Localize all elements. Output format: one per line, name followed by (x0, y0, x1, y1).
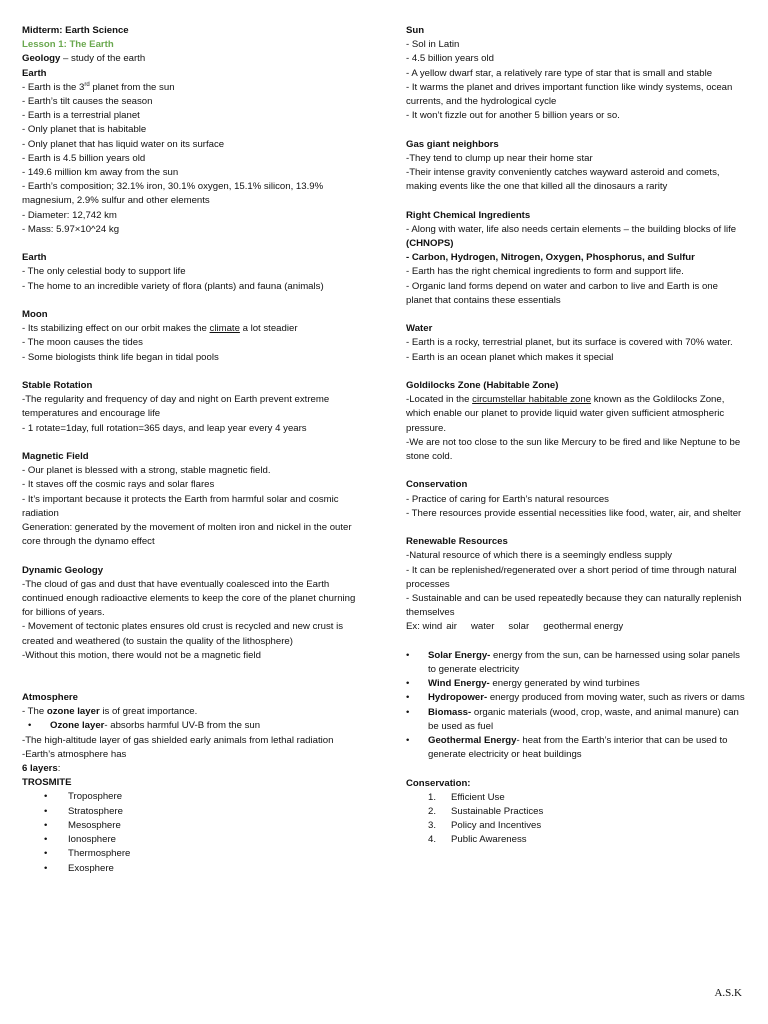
earth2-item: - The home to an incredible variety of flora (plants) and fauna (animals) (22, 280, 324, 292)
earth-item: - Earth is 4.5 billion years old (22, 152, 146, 164)
earth-item: - Only planet that has liquid water on its surface (22, 138, 225, 150)
section-heading-atmosphere: Atmosphere (22, 692, 78, 704)
conservation-numbered-item: 3. Policy and Incentives (428, 820, 542, 832)
section-heading-earth-2: Earth (22, 252, 47, 264)
atmosphere-item: -The high-altitude layer of gas shielded early animals from lethal radiation (22, 734, 334, 746)
section-heading-chemical: Right Chemical Ingredients (406, 209, 531, 221)
geology-definition: Geology – study of the earth (22, 53, 146, 65)
gas-list (406, 152, 746, 195)
ozone-line: - The ozone layer is of great importance. (22, 706, 198, 718)
atmosphere-item: -Earth’s atmosphere has (22, 748, 127, 760)
renewable-item: -Natural resource of which there is a seemingly endless supply (406, 550, 673, 562)
dynamic-item: - Movement of tectonic plates ensures old crust is recycled and new crust is created and weathered (to sustain the quality of the lithosphere) (22, 621, 343, 647)
moon-item: - Its stabilizing effect on our orbit makes the climate a lot steadier (22, 323, 298, 335)
earth2-list (22, 265, 367, 293)
sun-item: - 4.5 billion years old (406, 53, 494, 65)
layer-item: • Thermosphere (22, 847, 367, 861)
layer-item: • Ionosphere (22, 833, 367, 847)
earth-item: - Earth’s tilt causes the season (22, 96, 153, 108)
renewable-item: - It can be replenished/regenerated over a short period of time through natural processes (406, 564, 737, 590)
layer-item: • Exosphere (22, 862, 367, 876)
rotation-item: - 1 rotate=1day, full rotation=365 days, and leap year every 4 years (22, 422, 307, 434)
section-heading-renewable: Renewable Resources (406, 536, 508, 548)
renewable-list (406, 549, 746, 620)
right-column (406, 24, 746, 848)
earth-item: - Earth is the 3rd planet from the sun (22, 81, 175, 93)
energy-list (406, 649, 746, 763)
sun-item: - Sol in Latin (406, 39, 460, 51)
water-item: - Earth is a rocky, terrestrial planet, but its surface is covered with 70% water. (406, 337, 733, 349)
renewable-examples (406, 620, 746, 634)
example-item: air (446, 621, 457, 633)
gas-item: -Their intense gravity conveniently catches wayward asteroid and comets, making events like the one that killed all the dinosaurs a rarity (406, 167, 720, 193)
dynamic-item: -Without this motion, there would not be a magnetic field (22, 649, 261, 661)
energy-item: • Hydropower- energy produced from moving water, such as rivers or dams (406, 691, 746, 705)
section-heading-earth: Earth (22, 67, 47, 79)
conservation-item: - There resources provide essential necessities like food, water, air, and shelter (406, 507, 742, 519)
section-heading-gas: Gas giant neighbors (406, 138, 499, 150)
magnetic-item: - Our planet is blessed with a strong, stable magnetic field. (22, 465, 271, 477)
section-heading-conservation: Conservation (406, 479, 468, 491)
magnetic-item: - It’s important because it protects the Earth from harmful solar and cosmic radiation (22, 493, 339, 519)
water-list (406, 336, 746, 364)
section-heading-rotation: Stable Rotation (22, 380, 93, 392)
moon-list (22, 336, 367, 364)
lesson-title: Lesson 1: The Earth (22, 39, 114, 51)
conservation-numbered-item: 1. Efficient Use (428, 791, 505, 803)
layers-count: 6 layers: (22, 763, 61, 775)
section-heading-water: Water (406, 323, 433, 335)
gas-item: -They tend to clump up near their home star (406, 152, 593, 164)
rotation-list (22, 393, 367, 436)
magnetic-list (22, 464, 367, 549)
example-item: water (470, 621, 495, 633)
energy-item: • Wind Energy- energy generated by wind turbines (406, 677, 746, 691)
earth2-item: - The only celestial body to support life (22, 266, 186, 278)
rotation-item: -The regularity and frequency of day and night on Earth prevent extreme temperatures and encourage life (22, 394, 330, 420)
moon-item: - Some biologists think life began in tidal pools (22, 351, 219, 363)
earth-item: - Only planet that is habitable (22, 124, 147, 136)
goldilocks-list (406, 436, 746, 464)
energy-item: • Solar Energy- energy from the sun, can be harnessed using solar panels to generate electricity (406, 649, 746, 677)
layers-list (22, 790, 367, 875)
author-signature: A.S.K (714, 987, 742, 999)
sun-list (406, 38, 746, 123)
earth-item: - Mass: 5.97×10^24 kg (22, 223, 120, 235)
moon-item: - The moon causes the tides (22, 337, 143, 349)
ozone-bullet-list (22, 719, 367, 733)
conservation-item: - Practice of caring for Earth’s natural resources (406, 493, 609, 505)
dynamic-item: -The cloud of gas and dust that have eventually coalesced into the Earth continued enough radioactive elements to keep the core of the planet churning for billions of years. (22, 578, 356, 619)
layer-item: • Mesosphere (22, 819, 367, 833)
chemical-item: - Earth has the right chemical ingredients to form and support life. (406, 266, 684, 278)
renewable-item: - Sustainable and can be used repeatedly because they can naturally replenish themselves (406, 593, 742, 619)
dynamic-list (22, 578, 367, 663)
chemical-item: - Along with water, life also needs certain elements – the building blocks of life (CHNOPS) (406, 223, 737, 250)
chemical-item: - Organic land forms depend on water and carbon to live and Earth is one planet that contains these essentials (406, 280, 718, 306)
example-item: solar (508, 621, 530, 633)
sun-item: - It won’t fizzle out for another 5 billion years or so. (406, 110, 620, 122)
earth-item: - 149.6 million km away from the sun (22, 167, 179, 179)
energy-item: • Geothermal Energy- heat from the Earth’s interior that can be used to generate electricity or heat buildings (406, 734, 746, 762)
energy-item: • Biomass- organic materials (wood, crop, waste, and animal manure) can be used as fuel (406, 706, 746, 734)
earth-item: - Diameter: 12,742 km (22, 209, 117, 221)
conservation-numbered-item: 2. Sustainable Practices (428, 806, 544, 818)
sun-item: - It warms the planet and drives important function like windy systems, ocean currents, and the hydrological cycle (406, 81, 733, 108)
sun-item: - A yellow dwarf star, a relatively rare type of star that is small and stable (406, 67, 713, 79)
document-title: Midterm: Earth Science (22, 25, 129, 36)
layers-mnemonic: TROSMITE (22, 777, 72, 789)
ozone-bullet: • Ozone layer- absorbs harmful UV-B from the sun (22, 719, 367, 733)
earth-item: - Earth is a terrestrial planet (22, 110, 140, 122)
atmosphere-list (22, 734, 367, 762)
section-heading-moon: Moon (22, 309, 48, 321)
left-column (22, 24, 367, 876)
earth-item: - Earth’s composition; 32.1% iron, 30.1% oxygen, 15.1% silicon, 13.9% magnesium, 2.9% sulfur and other elements (22, 181, 324, 207)
section-heading-conservation-2: Conservation: (406, 777, 471, 789)
layer-item: • Troposphere (22, 790, 367, 804)
example-item: geothermal energy (543, 621, 624, 633)
section-heading-dynamic: Dynamic Geology (22, 564, 104, 576)
goldilocks-item: -Located in the circumstellar habitable zone known as the Goldilocks Zone, which enable our planet to provide liquid water given sufficient atmospheric pressure. (406, 394, 725, 434)
section-heading-sun: Sun (406, 25, 425, 36)
chemical-list (406, 265, 746, 308)
magnetic-item: - It staves off the cosmic rays and solar flares (22, 479, 215, 491)
conservation-numbered-list (406, 791, 746, 848)
earth-list (22, 95, 367, 237)
magnetic-item: Generation: generated by the movement of molten iron and nickel in the outer core through the dynamo effect (22, 522, 352, 548)
water-item: - Earth is an ocean planet which makes it special (406, 351, 614, 363)
goldilocks-item: -We are not too close to the sun like Mercury to be fired and like Neptune to be stone cold. (406, 436, 741, 463)
section-heading-magnetic: Magnetic Field (22, 451, 89, 463)
layer-item: • Stratosphere (22, 805, 367, 819)
chemical-elements: - Carbon, Hydrogen, Nitrogen, Oxygen, Phosphorus, and Sulfur (406, 252, 695, 264)
example-item: Ex: wind (406, 621, 443, 633)
section-heading-goldilocks: Goldilocks Zone (Habitable Zone) (406, 380, 559, 392)
conservation-list (406, 493, 746, 521)
conservation-numbered-item: 4. Public Awareness (428, 834, 527, 846)
